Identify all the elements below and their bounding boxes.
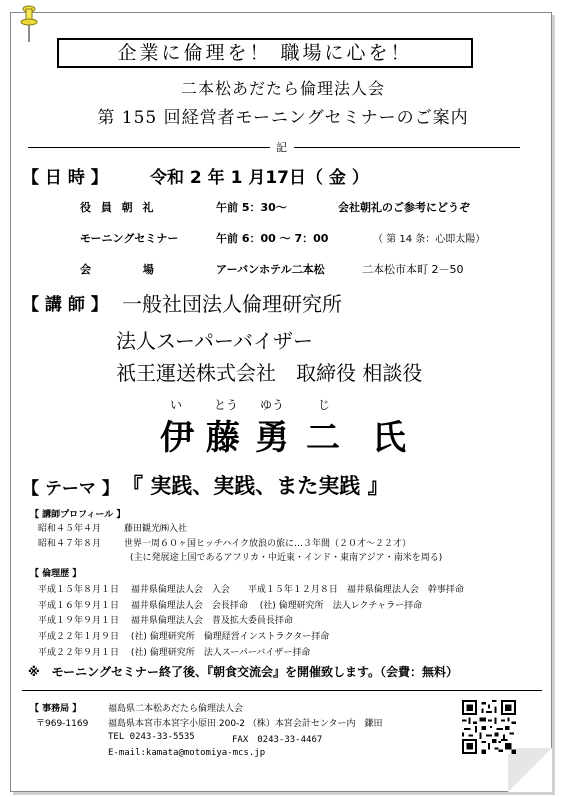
office-tel: TEL 0243-33-5535 (108, 732, 195, 742)
speaker-name-char-1: 伊 (160, 418, 194, 458)
schedule-note-1: 会社朝礼のご参考にどうぞ (338, 201, 470, 214)
schedule-label-3: 会 場 (80, 263, 178, 276)
divider-left (28, 147, 270, 148)
datetime-heading: 【 日 時 】 (22, 168, 108, 188)
speaker-heading: 【 講 師 】 (22, 295, 108, 315)
speaker-honorific: 氏 (372, 418, 406, 458)
office-postal: 〒969-1169 (36, 719, 89, 729)
slogan-box: 企業に倫理を！ 職場に心を！ (57, 38, 473, 68)
theme-text: 『 実践、実践、また実践 』 (122, 474, 389, 498)
history-row-2: 平成１６年９月１日 福井県倫理法人会 会長拝命 (社) 倫理研究所 法人レクチャラー拝命 (38, 601, 423, 611)
breakfast-notice: ※ モーニングセミナー終了後、『朝食交流会』を開催致します。（会費：無料） (28, 665, 458, 679)
event-date: 令和 2 年 1 月17日（ 金 ） (150, 168, 369, 188)
office-address: 福島県本宮市本宮字小原田 200-2 （株）本宮会計センター内 鎌田 (108, 719, 383, 729)
schedule-time-1: 午前 5：30～ (216, 201, 287, 214)
furigana-2: とう (214, 398, 239, 412)
profile-text-3: (主に発展途上国であるアフリカ・中近東・インド・東南アジア・南米を周る) (130, 553, 443, 563)
footer-divider (22, 690, 542, 691)
divider-right (294, 147, 520, 148)
venue-address: 二本松市本町 2－50 (362, 263, 464, 276)
furigana-1: い (170, 398, 183, 412)
office-fax: FAX 0243-33-4467 (232, 735, 323, 745)
furigana-3: ゆう (260, 398, 285, 412)
schedule-label-2: モーニングセミナー (80, 232, 179, 245)
page-curl (508, 748, 552, 792)
ki-label: 記 (276, 141, 287, 154)
qr-code-icon[interactable] (462, 700, 516, 754)
history-row-4: 平成２２年１月９日 (社) 倫理研究所 倫理経営インストラクター拝命 (38, 632, 330, 642)
schedule-note-2: （ 第 14 条：心即太陽） (373, 234, 486, 245)
history-row-3: 平成１９年９月１日 福井県倫理法人会 普及拡大委員長拝命 (38, 616, 293, 626)
venue-name: アーバンホテル二本松 (216, 263, 325, 276)
seminar-title: 第 155 回経営者モーニングセミナーのご案内 (97, 108, 469, 128)
speaker-title-1: 法人スーパーバイザー (116, 329, 313, 353)
office-name: 福島県二本松あだたら倫理法人会 (108, 704, 244, 714)
schedule-label-1: 役 員 朝 礼 (80, 201, 157, 214)
profile-heading: 【 講師プロフィール 】 (30, 510, 126, 520)
profile-text-2: 世界一周６０ヶ国ヒッチハイク放浪の旅に…３年間（２０才～２２才） (124, 539, 412, 549)
profile-date-1: 昭和４５年４月 (38, 524, 102, 534)
speaker-name-char-3: 勇 (255, 418, 289, 458)
profile-date-2: 昭和４７年８月 (38, 539, 102, 549)
history-row-1: 平成１５年８月１日 福井県倫理法人会 入会 平成１５年１２月８日 福井県倫理法人会 幹事拝命 (38, 585, 464, 595)
furigana-4: じ (318, 398, 331, 412)
speaker-title-2: 祇王運送株式会社 取締役 相談役 (116, 361, 423, 385)
schedule-time-2: 午前 6：00 ～ 7：00 (216, 232, 329, 245)
office-email: E-mail:kamata@motomiya-mcs.jp (108, 748, 266, 758)
history-row-5: 平成２２年９月１日 (社) 倫理研究所 法人スーパーバイザー拝命 (38, 648, 311, 658)
pushpin-icon (20, 4, 38, 44)
org-name: 二本松あだたら倫理法人会 (180, 79, 385, 98)
profile-text-1: 藤田観光㈱入社 (124, 524, 188, 534)
theme-heading: 【 テーマ 】 (22, 479, 119, 499)
history-heading: 【 倫理歴 】 (30, 569, 82, 579)
office-heading: 【 事務局 】 (30, 704, 82, 714)
speaker-org: 一般社団法人倫理研究所 (122, 292, 342, 316)
speaker-name-char-2: 藤 (206, 418, 240, 458)
speaker-name-char-4: 二 (306, 418, 340, 458)
